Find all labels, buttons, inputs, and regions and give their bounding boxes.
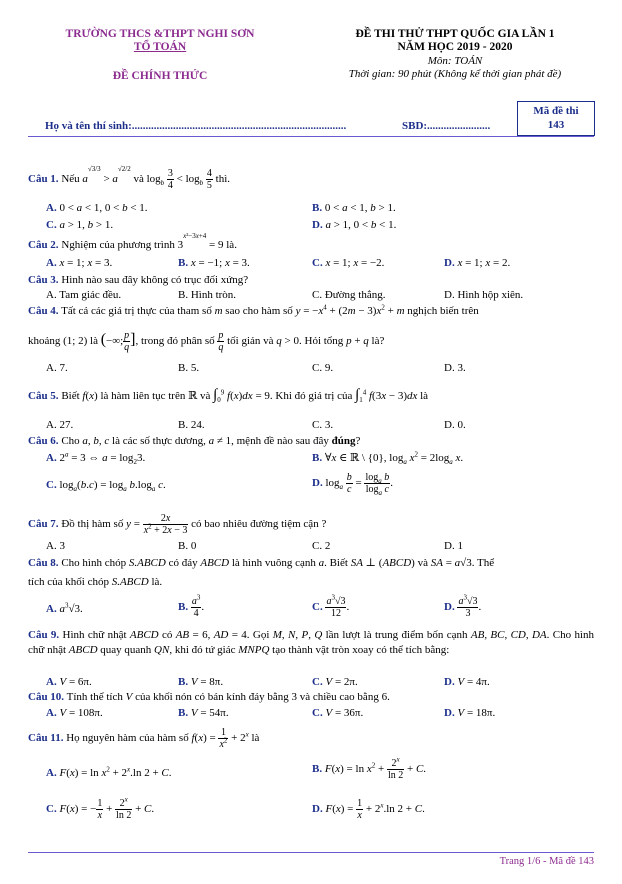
page-footer: Trang 1/6 - Mã đề 143 <box>499 856 594 867</box>
question-9: Câu 9. Hình chữ nhật ABCD có AB = 6, AD = 4. Gọi M, N, P, Q lần lượt là trung điểm bốn cạnh AB, BC, CD, DA. Cho hình chữ nhật ABCD quay quanh QN, khi đó tứ giác MNPQ tạo thành vật tròn xoay có thể tích bằng: <box>28 629 595 656</box>
exam-code-box <box>517 101 595 136</box>
q10-option-b[interactable]: B. V = 54π. <box>178 707 229 719</box>
q9-option-a[interactable]: A. V = 6π. <box>46 676 92 688</box>
school-year: NĂM HỌC 2019 - 2020 <box>397 41 513 53</box>
q11-option-d[interactable]: D. F(x) = $\frac{1}{x}$ + $2^x.\ln$ 2 + C. <box>312 798 425 821</box>
q3-option-c[interactable]: C. Đường thẳng. <box>312 289 386 301</box>
q6-option-d[interactable]: D. $\log_a$ $\frac{b}{c}$ = $\frac{\log_a b}{\log_a c}$ . <box>312 472 394 497</box>
q8-option-b[interactable]: B. $\frac{a^3}{4}$ . <box>178 593 205 619</box>
question-4: Câu 4. Tất cả các giá trị thực của tham số m sao cho hàm số $y = -x^4 + (2m - 3)x^2 + m$ nghịch biến trên <box>28 303 479 317</box>
q8-option-c[interactable]: C. $\frac{a^3√3}{12}$ . <box>312 593 350 619</box>
question-8-cont: tích của khối chóp S.ABCD là. <box>28 576 163 588</box>
q9-option-c[interactable]: C. V = 2π. <box>312 676 358 688</box>
q1-option-a[interactable]: A. 0 < a < 1, 0 < b < 1. <box>46 202 148 214</box>
q5-option-c[interactable]: C. 3. <box>312 419 334 431</box>
q7-option-a[interactable]: A. 3 <box>46 540 65 552</box>
q5-option-d[interactable]: D. 0. <box>444 419 466 431</box>
exam-title: ĐỀ THI THỬ THPT QUỐC GIA LẦN 1 <box>355 28 555 40</box>
q3-option-d[interactable]: D. Hình hộp xiên. <box>444 289 524 301</box>
q11-option-b[interactable]: B. $F(x) = \ln x^2$ + $\frac{2^x}{\ln 2}$ + C. <box>312 755 427 781</box>
question-1: Câu 1. Nếu $a^{√3/3} > a^{√2/2}$ và $\log_b$ $\frac{3}{4}$ < $\log_b$ $\frac{4}{5}$ thì. <box>28 165 231 191</box>
q8-option-a[interactable]: A. $a^3√3$. <box>46 601 83 615</box>
q1-option-c[interactable]: C. a > 1, b > 1. <box>46 219 114 231</box>
sbd-line: SBD:....................... <box>402 120 491 132</box>
subject: Môn: TOÁN <box>427 55 483 67</box>
q4-option-c[interactable]: C. 9. <box>312 362 334 374</box>
q9-option-b[interactable]: B. V = 8π. <box>178 676 224 688</box>
q10-option-a[interactable]: A. V = 108π. <box>46 707 103 719</box>
q1-option-d[interactable]: D. a > 1, 0 < b < 1. <box>312 219 397 231</box>
question-5: Câu 5. Biết f(x) là hàm liên tục trên ℝ và $\int_0^9$ f(x)dx = 9. Khi đó giá trị của $\int_1^4$ f(3x − 3)dx là <box>28 387 429 405</box>
school-name: TRƯỜNG THCS &THPT NGHI SƠN <box>65 28 255 40</box>
q11-option-c[interactable]: C. F(x) = − $\frac{1}{x}$ + $\frac{2^x}{\ln 2}$ + C. <box>46 795 155 821</box>
footer-divider <box>28 852 594 853</box>
q4-option-d[interactable]: D. 3. <box>444 362 466 374</box>
q7-option-d[interactable]: D. 1 <box>444 540 463 552</box>
department: TỔ TOÁN <box>133 41 187 53</box>
q7-option-c[interactable]: C. 2 <box>312 540 331 552</box>
question-8: Câu 8. Cho hình chóp S.ABCD có đáy ABCD là hình vuông cạnh a. Biết SA ⊥ (ABCD) và SA = a√3. Thể <box>28 557 495 569</box>
question-10: Câu 10. Tính thể tích V của khối nón có bán kính đáy bằng 3 và chiều cao bằng 6. <box>28 691 390 703</box>
q1-option-b[interactable]: B. 0 < a < 1, b > 1. <box>312 202 396 214</box>
q11-option-a[interactable]: A. $F(x) = \ln x^2 + 2^x.\ln$ 2 + C. <box>46 765 172 779</box>
q7-option-b[interactable]: B. 0 <box>178 540 197 552</box>
question-4-cont: khoảng (1; 2) là (−∞; $\frac{p}{q}$ ], trong đó phân số $\frac{p}{q}$ tối giản và q > 0. Hỏi tổng p + q là? <box>28 330 385 353</box>
question-3: Câu 3. Hình nào sau đây không có trục đối xứng? <box>28 274 249 286</box>
q6-option-c[interactable]: C. $\log_a(b.c) = \log_a b.\log_a$ c. <box>46 479 166 494</box>
q5-option-b[interactable]: B. 24. <box>178 419 205 431</box>
question-6: Câu 6. Cho a, b, c là các số thực dương, a ≠ 1, mệnh đề nào sau đây đúng? <box>28 435 361 447</box>
q4-option-a[interactable]: A. 7. <box>46 362 68 374</box>
exam-code-value: 143 <box>547 119 565 131</box>
q6-option-a[interactable]: A. $2^a = 3$ ⇔ $a = \log_23$. <box>46 450 146 467</box>
q10-option-c[interactable]: C. V = 36π. <box>312 707 364 719</box>
question-2: Câu 2. Nghiệm của phương trình $3^{x^2-3x+4} = 9$ là. <box>28 232 237 251</box>
q9-option-d[interactable]: D. V = 4π. <box>444 676 490 688</box>
q3-option-a[interactable]: A. Tam giác đều. <box>46 289 122 301</box>
header-divider <box>28 136 594 137</box>
question-11: Câu 11. Họ nguyên hàm của hàm số f(x) = $\frac{1}{x^2}$ + $2^x$ là <box>28 727 260 750</box>
q10-option-d[interactable]: D. V = 18π. <box>444 707 496 719</box>
q5-option-a[interactable]: A. 27. <box>46 419 74 431</box>
candidate-name-line: Họ và tên thí sinh:.............................................................................. <box>45 120 347 132</box>
q6-option-b[interactable]: B. ∀x ∈ ℝ \ {0}, $\log_a x^2 = 2\log_a$ x. <box>312 450 464 467</box>
q2-option-d[interactable]: D. x = 1; x = 2. <box>444 257 511 269</box>
duration: Thời gian: 90 phút (Không kể thời gian phát đề) <box>348 68 562 80</box>
exam-code-label: Mã đề thi <box>533 105 579 117</box>
q4-option-b[interactable]: B. 5. <box>178 362 200 374</box>
q2-option-b[interactable]: B. x = −1; x = 3. <box>178 257 250 269</box>
question-7: Câu 7. Đồ thị hàm số y = $\frac{2x}{x^2 + 2x - 3}$ có bao nhiêu đường tiệm cận ? <box>28 513 327 536</box>
q8-option-d[interactable]: D. $\frac{a^3√3}{3}$ . <box>444 593 482 619</box>
q2-option-a[interactable]: A. x = 1; x = 3. <box>46 257 113 269</box>
q3-option-b[interactable]: B. Hình tròn. <box>178 289 237 301</box>
official-label: ĐỀ CHÍNH THỨC <box>112 70 208 82</box>
q2-option-c[interactable]: C. x = 1; x = −2. <box>312 257 385 269</box>
